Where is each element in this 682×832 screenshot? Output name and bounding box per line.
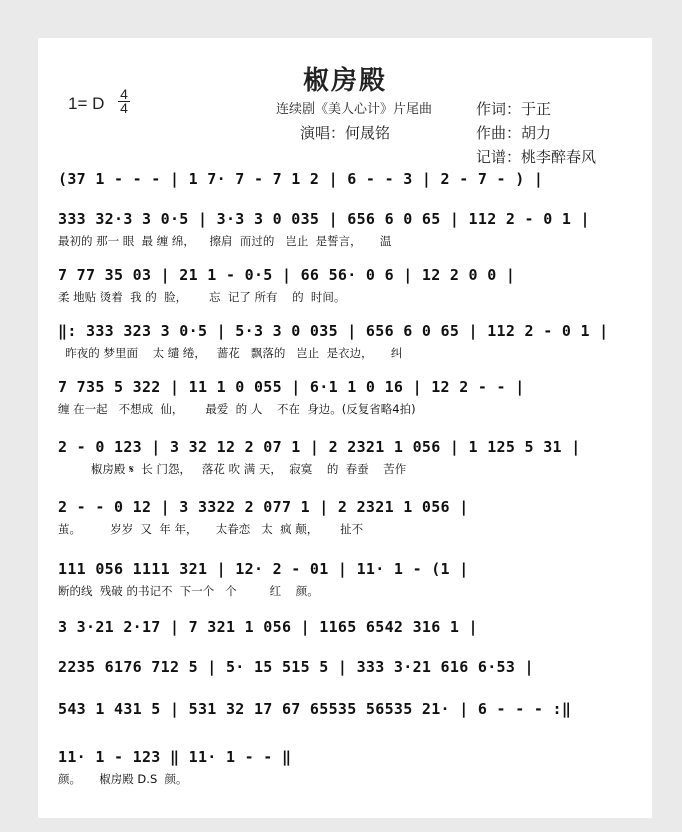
lyrics: 最初的 那一 眼 最 缠 绵， 擦肩 而过的 岂止 是誓言， 温 — [58, 234, 392, 248]
notation: 333 32·3 3 0·5 | 3·3 3 0 035 | 656 6 0 65 | 112 2 - 0 1 | — [58, 210, 590, 228]
transcriber-credit: 记谱：桃李醉春风 — [476, 148, 597, 166]
lyrics: 椒房殿 𝄋 长 门怨， 落花 吹 满 天， 寂寞 的 春蚕 苦作 — [58, 462, 407, 476]
notation: 2 - 0 123 | 3 32 12 2 07 1 | 2 2321 1 056 | 1 125 5 31 | — [58, 438, 581, 456]
notation: 7 77 35 03 | 21 1 - 0·5 | 66 56· 0 6 | 12 2 0 0 | — [58, 266, 516, 284]
lyrics: 断的线 残破 的书记不 下一个 个 红 颜。 — [58, 584, 319, 598]
composer-credit: 作曲：胡力 — [476, 124, 552, 142]
singer-credit: 演唱：何晟铭 — [300, 124, 391, 142]
time-signature-top: 4 — [120, 86, 128, 102]
notation: (37 1 - - - | 1 7· 7 - 7 1 2 | 6 - - 3 | 2 - 7 - ) | — [58, 170, 544, 188]
notation: 11· 1 - 123 ‖ 11· 1 - - ‖ — [58, 748, 292, 766]
time-signature-bottom: 4 — [118, 101, 130, 115]
lyrics: 缠 在一起 不想成 仙， 最爱 的 人 不在 身边。(反复省略4拍) — [58, 402, 416, 416]
notation: 2 - - 0 12 | 3 3322 2 077 1 | 2 2321 1 056 | — [58, 498, 469, 516]
lyricist-credit: 作词：于正 — [476, 100, 552, 118]
notation: 7 735 5 322 | 11 1 0 055 | 6·1 1 0 16 | 12 2 - - | — [58, 378, 525, 396]
lyrics: 茧。 岁岁 又 年 年， 太眷恋 太 疯 颠， 扯不 — [58, 522, 364, 536]
lyrics: 柔 地贴 烫着 我 的 脸， 忘 记了 所有 的 时间。 — [58, 290, 346, 304]
song-title: 椒房殿 — [302, 66, 387, 96]
lyrics: 颜。 椒房殿 D.S 颜。 — [58, 772, 188, 786]
notation: 3 3·21 2·17 | 7 321 1 056 | 1165 6542 316 1 | — [58, 618, 478, 636]
notation: 2235 6176 712 5 | 5· 15 515 5 | 333 3·21 616 6·53 | — [58, 658, 534, 676]
notation: 111 056 1111 321 | 12· 2 - 01 | 11· 1 - (1 | — [58, 560, 469, 578]
notation: 543 1 431 5 | 531 32 17 67 65535 56535 21· | 6 - - - :‖ — [58, 700, 572, 718]
song-source: 连续剧《美人心计》片尾曲 — [276, 102, 433, 117]
sheet-music-page — [38, 38, 652, 818]
notation: ‖: 333 323 3 0·5 | 5·3 3 0 035 | 656 6 0 65 | 112 2 - 0 1 | — [58, 322, 609, 340]
lyrics: 昨夜的 梦里面 太 缱 绻， 蔷花 飘落的 岂止 是衣边， 纠 — [58, 346, 403, 360]
time-signature — [118, 88, 130, 115]
key-signature: 1= D — [68, 94, 105, 113]
